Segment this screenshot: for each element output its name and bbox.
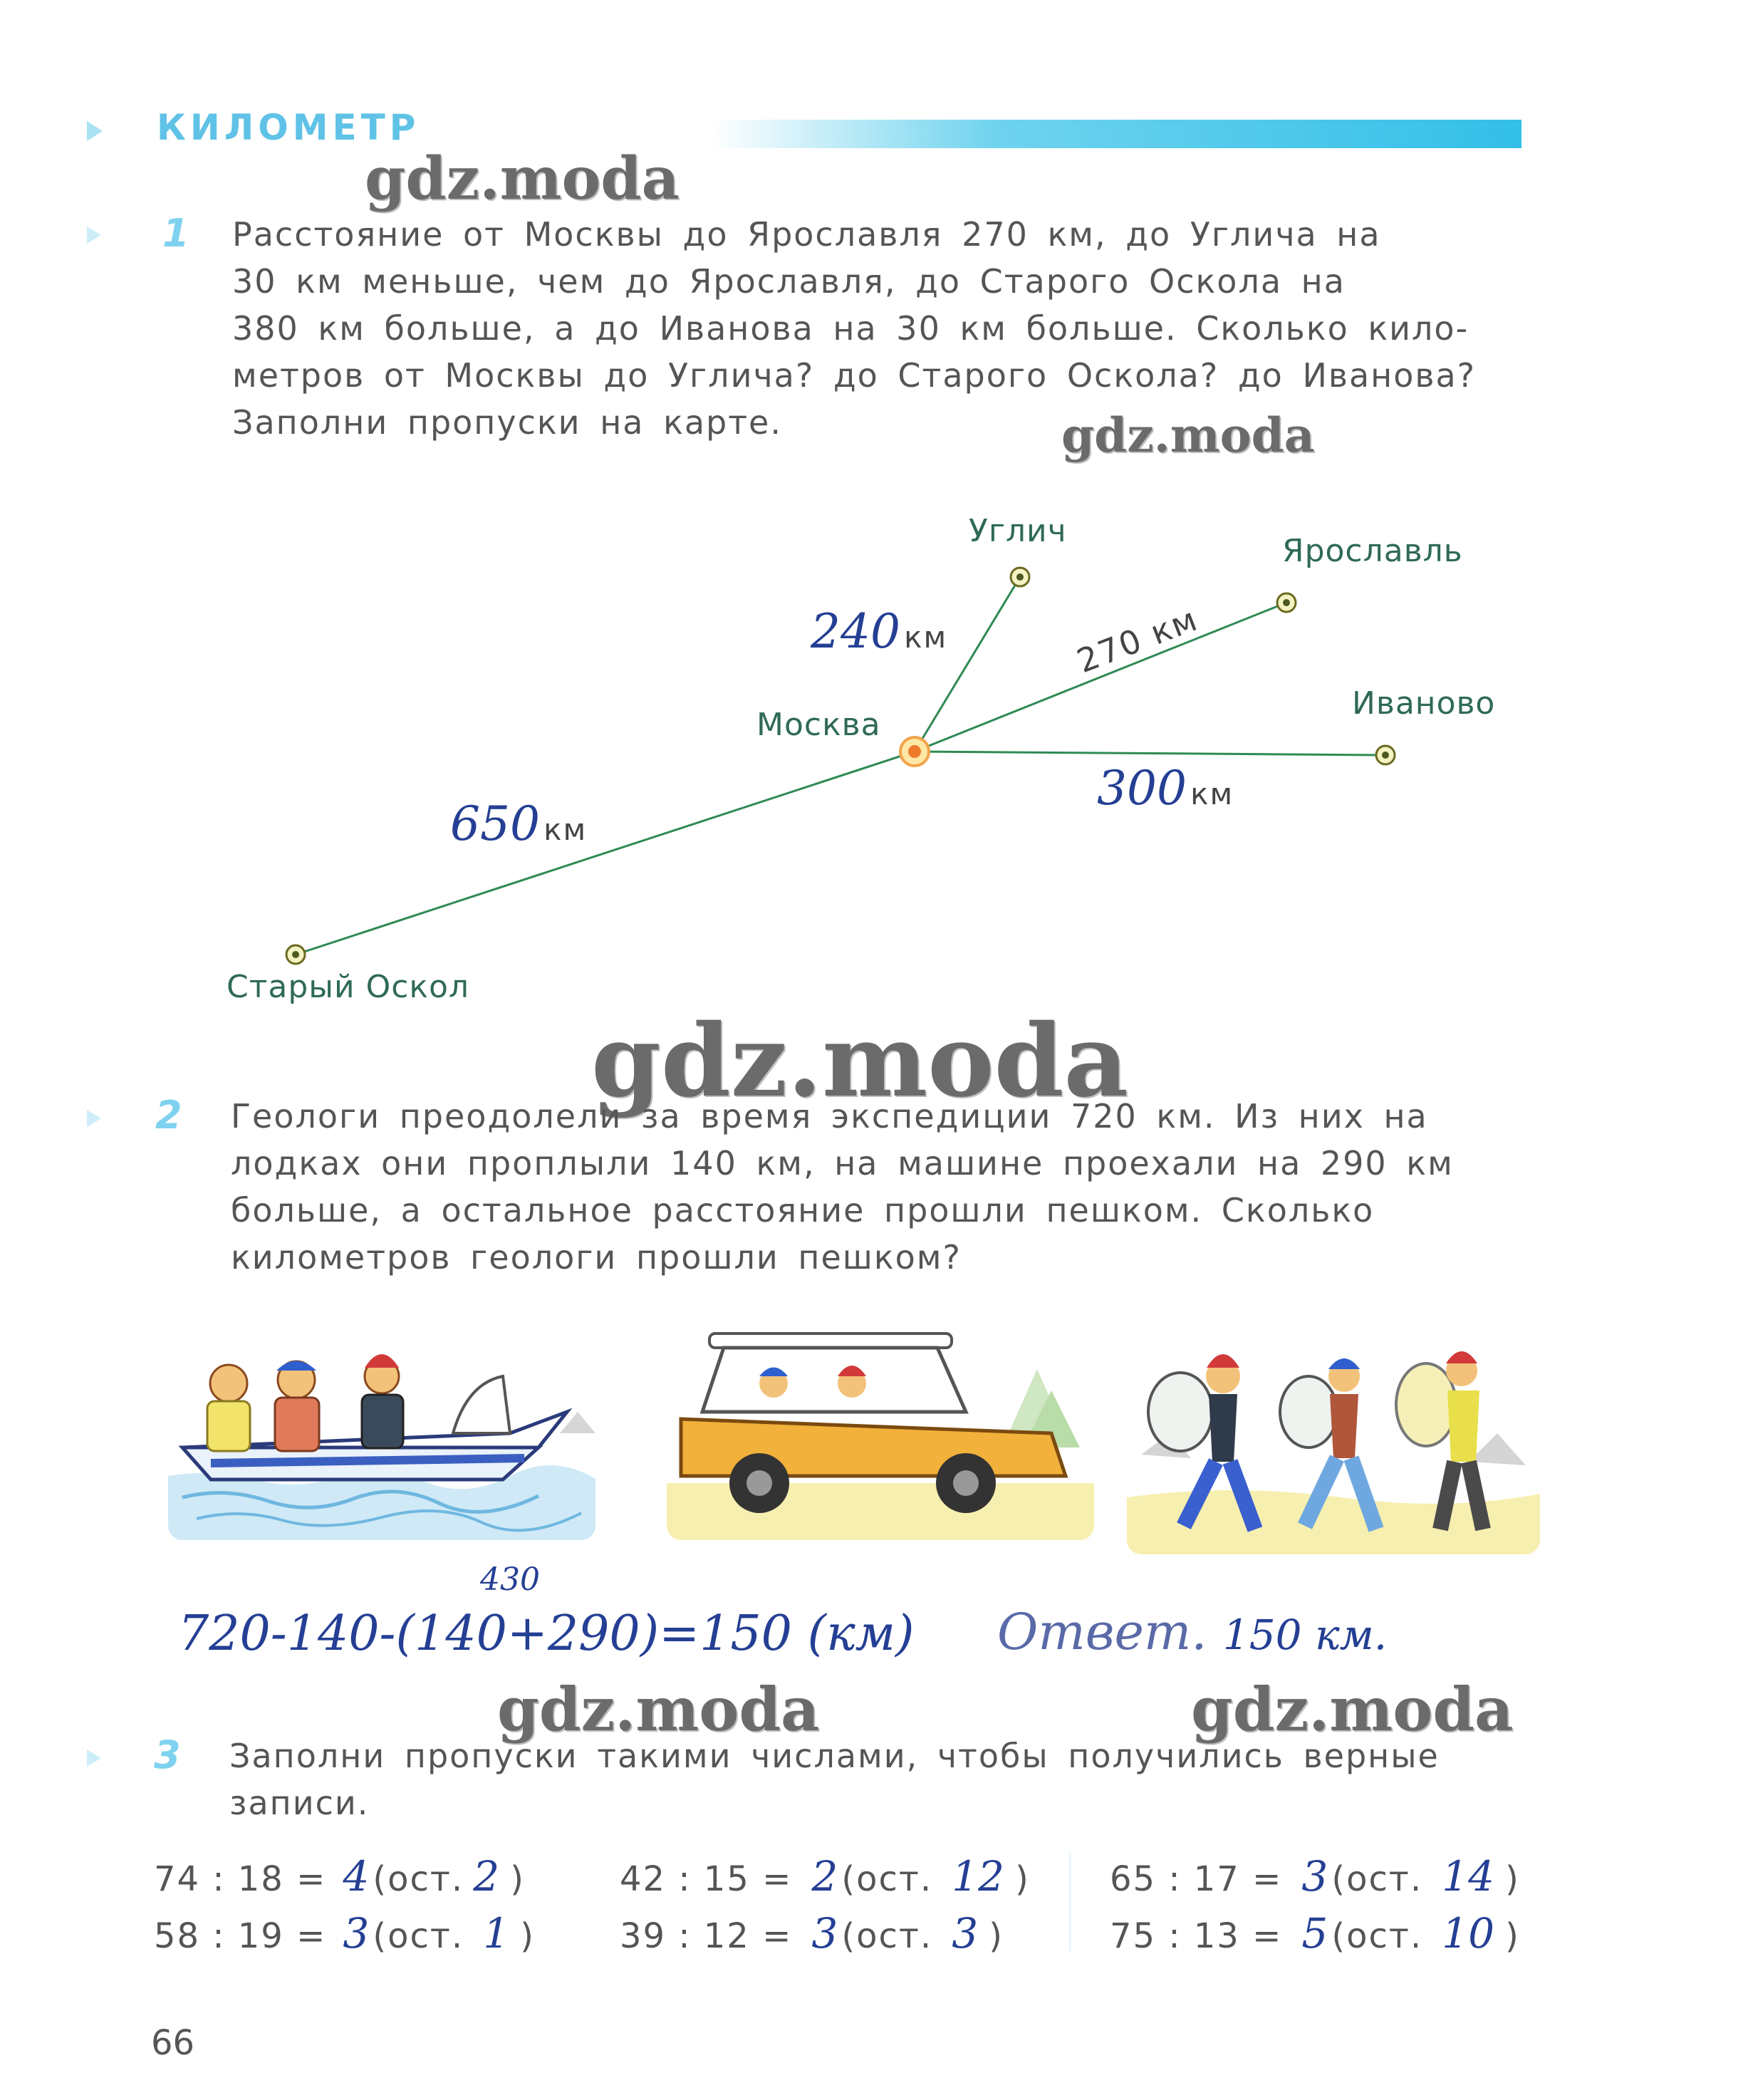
page-number: 66 — [151, 2023, 195, 2063]
task2-line-last: километров геологи прошли пешком? — [231, 1238, 962, 1277]
km-unit: км — [1190, 776, 1234, 811]
road-ivanovo — [915, 752, 1385, 755]
equation-expr: 65 : 17 = — [1110, 1859, 1283, 1899]
quotient: 3 — [343, 1909, 370, 1958]
watermark: gdz.moda — [1061, 407, 1315, 463]
equation-expr: 75 : 13 = — [1110, 1916, 1283, 1956]
city-moskva: Москва — [756, 707, 881, 743]
task1-line: 30 км меньше, чем до Ярославля, до Старого Оскола на — [232, 262, 1346, 301]
distance-stary-oskol — [450, 796, 587, 851]
city-stary-oskol: Старый Оскол — [227, 969, 470, 1005]
answer — [997, 1603, 1387, 1661]
task-number: 1 — [162, 211, 189, 256]
city-yaroslavl: Ярославль — [1282, 533, 1463, 569]
ost-label: (ост. — [373, 1859, 464, 1899]
handwritten-distance: 650 — [450, 796, 540, 851]
watermark: gdz.moda — [591, 1003, 1129, 1120]
ost-label: (ост. — [841, 1916, 933, 1956]
road-stary-oskol — [296, 752, 915, 955]
task2-line: больше, а остальное расстояние прошли пешком. Сколько — [231, 1191, 1375, 1230]
distance-label-yaroslavl: 270 км — [1071, 599, 1204, 681]
task-number: 2 — [155, 1093, 182, 1138]
equation — [1110, 1909, 1520, 1958]
distance-ivanovo — [1097, 761, 1234, 816]
task2-line: Геологи преодолели за время экспедиции 720 км. Из них на — [231, 1097, 1428, 1135]
distance-map — [0, 0, 1748, 1033]
close-paren: ) — [520, 1916, 535, 1956]
task-number: 3 — [154, 1732, 181, 1777]
answer-label: Ответ. — [997, 1603, 1207, 1661]
km-unit: км — [904, 620, 948, 655]
watermark: gdz.moda — [1191, 1674, 1514, 1745]
solution-note: 430 — [480, 1561, 540, 1598]
watermark: gdz.moda — [365, 145, 680, 213]
remainder: 14 — [1442, 1852, 1495, 1901]
quotient: 3 — [1301, 1852, 1328, 1901]
equation — [154, 1852, 525, 1901]
task-marker-icon — [87, 1750, 101, 1767]
km-unit: км — [543, 812, 588, 847]
city-uglich: Углич — [969, 513, 1067, 549]
equation — [1110, 1852, 1520, 1901]
task3-line-last: записи. — [229, 1784, 370, 1822]
task-marker-icon — [87, 1110, 101, 1127]
quotient: 2 — [811, 1852, 838, 1901]
equation-expr: 39 : 12 = — [620, 1916, 793, 1956]
task1-line-last: Заполни пропуски на карте. — [232, 403, 782, 442]
ost-label: (ост. — [1331, 1859, 1423, 1899]
watermark: gdz.moda — [497, 1674, 820, 1745]
ost-label: (ост. — [373, 1916, 464, 1956]
task2-line: лодках они проплыли 140 км, на машине проехали на 290 км — [231, 1144, 1454, 1182]
equation — [154, 1909, 535, 1958]
remainder: 12 — [952, 1852, 1005, 1901]
remainder: 10 — [1442, 1909, 1495, 1958]
equation-expr: 42 : 15 = — [620, 1859, 793, 1899]
road-uglich — [915, 577, 1020, 752]
road-yaroslavl — [915, 603, 1286, 752]
ost-label: (ост. — [1331, 1916, 1423, 1956]
handwritten-distance: 240 — [811, 604, 900, 659]
car-picture — [667, 1326, 1094, 1540]
hikers-picture — [1127, 1326, 1540, 1554]
handwritten-distance: 300 — [1097, 761, 1187, 816]
task1-line: 380 км больше, а до Иванова на 30 км больше. Сколько кило- — [232, 309, 1469, 348]
task1-line: Расстояние от Москвы до Ярославля 270 км, до Углича на — [232, 215, 1381, 254]
close-paren: ) — [510, 1859, 525, 1899]
quotient: 3 — [811, 1909, 838, 1958]
solution-expression: 720-140-(140+290)=150 (км) — [178, 1606, 915, 1662]
quotient: 5 — [1301, 1909, 1328, 1958]
section-title: КИЛОМЕТР — [157, 107, 420, 148]
remainder: 2 — [473, 1852, 500, 1901]
answer-value: 150 км. — [1222, 1611, 1388, 1659]
task2-text — [231, 1093, 1527, 1281]
boat-picture — [168, 1326, 595, 1540]
ost-label: (ост. — [841, 1859, 933, 1899]
equation — [620, 1852, 1030, 1901]
distance-uglich — [811, 604, 947, 659]
equation-expr: 74 : 18 = — [154, 1859, 327, 1899]
city-ivanovo: Иваново — [1352, 685, 1496, 722]
task3-line: Заполни пропуски такими числами, чтобы получились верные — [229, 1737, 1440, 1775]
quotient: 4 — [343, 1852, 370, 1901]
equation-expr: 58 : 19 = — [154, 1916, 327, 1956]
equation — [620, 1909, 1004, 1958]
remainder: 1 — [483, 1909, 510, 1958]
column-divider — [1068, 1852, 1071, 1952]
close-paren: ) — [989, 1916, 1004, 1956]
close-paren: ) — [1505, 1916, 1520, 1956]
task1-line: метров от Москвы до Углича? до Старого Оскола? до Иванова? — [232, 356, 1477, 395]
close-paren: ) — [1015, 1859, 1030, 1899]
remainder: 3 — [952, 1909, 979, 1958]
close-paren: ) — [1505, 1859, 1520, 1899]
task3-text — [229, 1732, 1527, 1826]
